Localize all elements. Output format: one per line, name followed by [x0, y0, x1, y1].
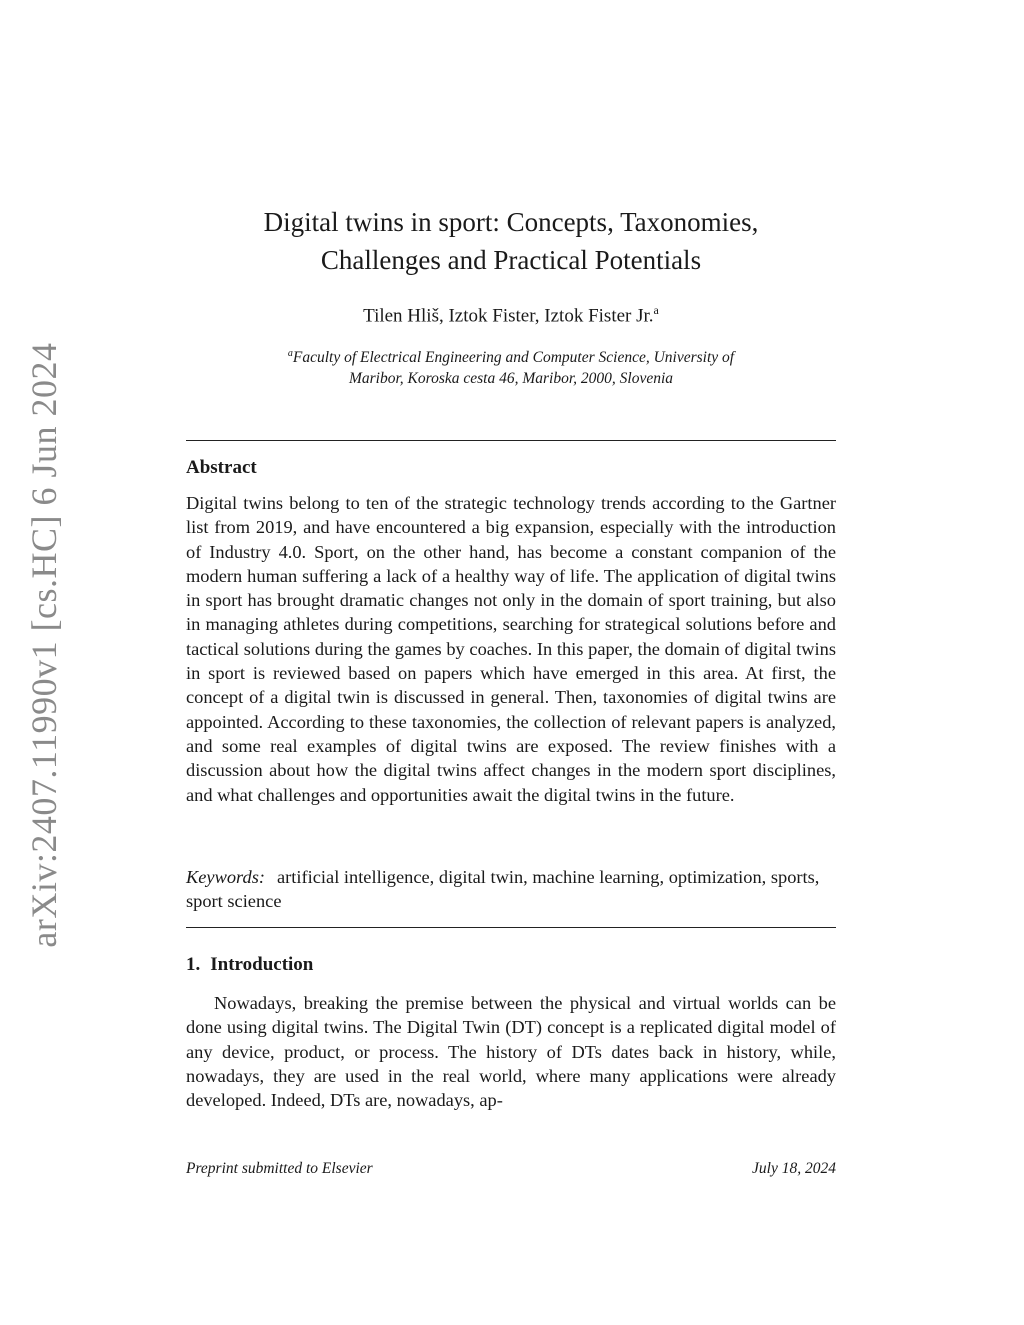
- section-title: Introduction: [210, 954, 314, 975]
- affiliation-line: [186, 343, 836, 368]
- title-line: Digital twins in sport: Concepts, Taxonomies,: [263, 207, 759, 237]
- affiliation-mark: a: [287, 348, 293, 359]
- arxiv-identifier: arXiv:2407.11990v1 [cs.HC] 6 Jun 2024: [24, 342, 64, 948]
- abstract-heading: Abstract: [186, 457, 257, 478]
- keywords: [186, 865, 836, 914]
- affiliation: [186, 343, 836, 389]
- title-line: Challenges and Practical Potentials: [320, 245, 702, 275]
- author-list: [186, 303, 836, 327]
- affiliation-text: Faculty of Electrical Engineering and Computer Science, University of: [292, 349, 735, 367]
- divider-bottom: [186, 927, 836, 928]
- section-number: 1.: [186, 954, 201, 975]
- section-heading: [186, 954, 313, 976]
- introduction-paragraph: Nowadays, breaking the premise between the physical and virtual worlds can be done using digital twins. The Digital Twin (DT) concept is a replicated digital model of any device, product, or process. The history of DTs dates back in history, while, nowadays, they are used in the real world, where many applications were already developed. Indeed, DTs are, nowadays, ap-: [186, 993, 836, 1111]
- footer-submission-note: Preprint submitted to Elsevier: [186, 1160, 373, 1177]
- keywords-text: artificial intelligence, digital twin, machine learning, optimization, sports, sport science: [186, 867, 820, 912]
- affiliation-line: Maribor, Koroska cesta 46, Maribor, 2000, Slovenia: [348, 370, 674, 388]
- author-names: Tilen Hliš, Iztok Fister, Iztok Fister Jr.: [363, 305, 654, 327]
- footer-date: July 18, 2024: [752, 1160, 836, 1177]
- divider-top: [186, 440, 836, 441]
- paper-title: [186, 203, 836, 279]
- abstract-text: Digital twins belong to ten of the strategic technology trends according to the Gartner list from 2019, and have encountered a big expansion, especially with the introduction of Industry 4.0. Sport, on the other hand, has become a constant companion of the modern human suffering a lack of a healthy way of life. The application of digital twins in sport has brought dramatic changes not only in the domain of sport training, but also in managing athletes during competitions, searching for strategical solutions before and tactical solutions during the games by coaches. In this paper, the domain of digital twins in sport is reviewed based on papers which have emerged in this area. At first, the concept of a digital twin is discussed in general. Then, taxonomies of digital twins are appointed. According to these taxonomies, the collection of relevant papers is analyzed, and some real examples of digital twins are exposed. The review finishes with a discussion about how the digital twins affect changes in the modern sport disciplines, and what challenges and opportunities await the digital twins in the future.: [186, 493, 836, 805]
- keywords-label: Keywords:: [186, 867, 266, 887]
- author-affiliation-mark: a: [653, 303, 659, 317]
